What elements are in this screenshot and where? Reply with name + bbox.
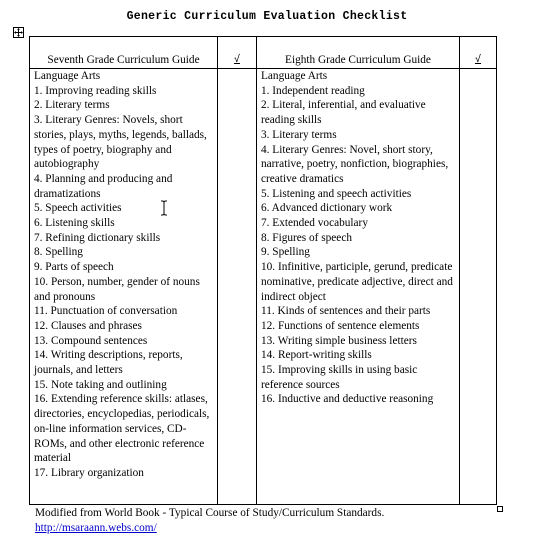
list-item: 17. Library organization (34, 466, 144, 479)
section-heading: Language Arts (261, 70, 328, 82)
list-item: 2. Literal, inferential, and evaluative reading skills (261, 99, 426, 127)
eighth-check-header: √ (460, 37, 497, 69)
list-item: 3. Literary Genres: Novels, short stories, plays, myths, legends, ballads, types of poetry, biography and autobiography (34, 114, 207, 171)
page-title: Generic Curriculum Evaluation Checklist (126, 10, 408, 23)
table-row (30, 69, 497, 505)
list-item: 14. Writing descriptions, reports, journals, and letters (34, 349, 183, 377)
list-item: 13. Writing simple business letters (261, 334, 417, 347)
checklist-table (29, 36, 497, 505)
table-move-handle[interactable] (13, 27, 24, 38)
list-item: 5. Listening and speech activities (261, 187, 412, 200)
list-item: 10. Infinitive, participle, gerund, predicate nominative, predicate adjective, direct and indirect object (261, 261, 453, 303)
list-item: 3. Literary terms (261, 128, 337, 141)
list-item: 9. Parts of speech (34, 261, 114, 274)
seventh-grade-cell[interactable] (30, 69, 218, 505)
list-item: 4. Literary Genres: Novel, short story, narrative, poetry, nonfiction, biographies, creative dramatics (261, 143, 449, 185)
eighth-grade-cell[interactable] (257, 69, 460, 505)
list-item: 12. Functions of sentence elements (261, 319, 420, 332)
source-note: Modified from World Book - Typical Course of Study/Curriculum Standards. (35, 507, 385, 519)
section-heading: Language Arts (34, 70, 101, 82)
list-item: 8. Figures of speech (261, 231, 352, 244)
list-item: 12. Clauses and phrases (34, 319, 142, 332)
eighth-check-cell[interactable] (460, 69, 497, 505)
seventh-check-cell[interactable] (218, 69, 257, 505)
list-item: 1. Independent reading (261, 84, 365, 97)
list-item: 11. Punctuation of conversation (34, 305, 178, 318)
text-cursor-icon (160, 200, 168, 216)
seventh-check-header: √ (218, 37, 257, 69)
list-item: 15. Improving skills in using basic reference sources (261, 364, 418, 391)
list-item: 9. Spelling (261, 246, 310, 259)
list-item: 14. Report-writing skills (261, 349, 372, 362)
list-item: 15. Note taking and outlining (34, 378, 167, 391)
list-item: 7. Refining dictionary skills (34, 231, 161, 244)
table-resize-handle[interactable] (497, 506, 503, 512)
list-item: 13. Compound sentences (34, 334, 148, 347)
list-item: 5. Speech activities (34, 202, 122, 215)
seventh-grade-header: Seventh Grade Curriculum Guide (30, 37, 218, 69)
list-item: 4. Planning and producing and dramatizations (34, 172, 173, 200)
move-icon (14, 28, 23, 37)
source-link[interactable]: http://msaraann.webs.com/ (35, 521, 157, 534)
list-item: 7. Extended vocabulary (261, 217, 368, 230)
list-item: 6. Listening skills (34, 217, 115, 230)
list-item: 8. Spelling (34, 246, 83, 259)
list-item: 6. Advanced dictionary work (261, 202, 393, 215)
eighth-grade-header: Eighth Grade Curriculum Guide (257, 37, 460, 69)
list-item: 1. Improving reading skills (34, 84, 157, 97)
footer (35, 506, 384, 535)
header-row (30, 37, 497, 69)
list-item: 16. Extending reference skills: atlases, directories, encyclopedias, periodicals, on-line information services, CD-ROMs, and other electronic reference material (34, 393, 210, 465)
list-item: 10. Person, number, gender of nouns and pronouns (34, 275, 200, 303)
list-item: 11. Kinds of sentences and their parts (261, 305, 431, 318)
list-item: 16. Inductive and deductive reasoning (261, 393, 434, 406)
list-item: 2. Literary terms (34, 99, 110, 112)
